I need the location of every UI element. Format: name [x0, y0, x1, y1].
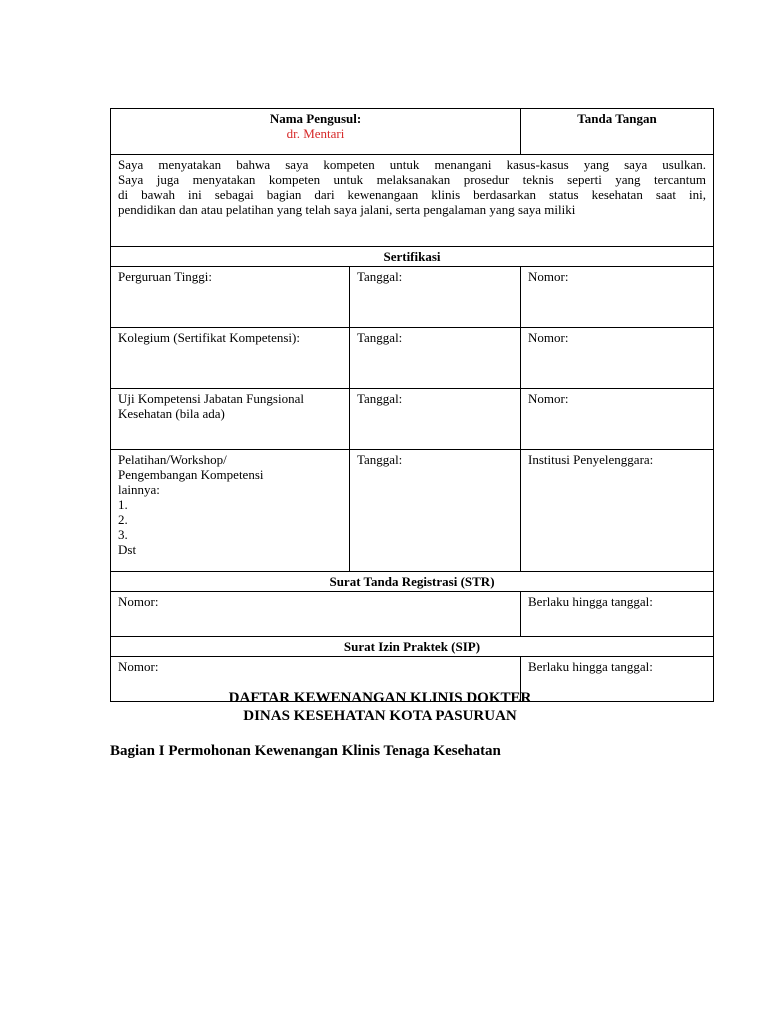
list-item: 3. — [118, 527, 128, 542]
tanda-tangan-label: Tanda Tangan — [577, 111, 657, 126]
field-label: Berlaku hingga tanggal: — [528, 659, 653, 674]
clinical-privilege-form — [110, 108, 714, 702]
statement-line: Saya menyatakan bahwa saya kompeten untuk menangani kasus-kasus yang saya usulkan. — [118, 157, 706, 172]
statement-cell — [111, 155, 714, 247]
tanggal-field[interactable] — [350, 450, 521, 572]
field-label: Pengembangan Kompetensi — [118, 467, 264, 482]
list-item: 2. — [118, 512, 128, 527]
nama-pengusul-cell — [111, 109, 521, 155]
sertifikasi-heading: Sertifikasi — [111, 247, 714, 267]
title-line-2: DINAS KESEHATAN KOTA PASURUAN — [243, 708, 517, 724]
section-heading: Bagian I Permohonan Kewenangan Klinis Tenaga Kesehatan — [110, 743, 501, 759]
tanggal-field[interactable] — [350, 267, 521, 328]
tanggal-field[interactable] — [350, 389, 521, 450]
statement-line: Saya juga menyatakan kompeten untuk melaksanakan prosedur teknis seperti yang tercantum — [118, 172, 706, 187]
list-item: Dst — [118, 542, 137, 557]
field-label: Perguruan Tinggi: — [118, 269, 213, 284]
nama-pengusul-value: dr. Mentari — [286, 126, 345, 141]
perguruan-tinggi-field[interactable] — [111, 267, 350, 328]
sertifikasi-row — [111, 389, 714, 450]
sertifikasi-row — [111, 267, 714, 328]
nama-pengusul-label: Nama Pengusul: — [269, 111, 362, 126]
field-label: Nomor: — [528, 391, 569, 406]
field-label: Nomor: — [118, 594, 159, 609]
kolegium-field[interactable] — [111, 328, 350, 389]
statement-line: pendidikan dan atau pelatihan yang telah saya jalani, serta pengalaman yang saya miliki — [118, 202, 576, 217]
field-label: Institusi Penyelenggara: — [528, 452, 654, 467]
tanggal-field[interactable] — [350, 328, 521, 389]
field-label: Kesehatan (bila ada) — [118, 406, 225, 421]
pelatihan-field[interactable] — [111, 450, 350, 572]
str-berlaku-field[interactable] — [521, 592, 714, 637]
field-label: lainnya: — [118, 482, 160, 497]
field-label: Nomor: — [118, 659, 159, 674]
str-row — [111, 592, 714, 637]
field-label: Nomor: — [528, 269, 569, 284]
nomor-field[interactable] — [521, 267, 714, 328]
sertifikasi-row — [111, 450, 714, 572]
sertifikasi-row — [111, 328, 714, 389]
nomor-field[interactable] — [521, 389, 714, 450]
field-label: Tanggal: — [357, 452, 403, 467]
tanda-tangan-cell — [521, 109, 714, 155]
field-label: Tanggal: — [357, 269, 403, 284]
institusi-penyelenggara-field[interactable] — [521, 450, 714, 572]
document-title — [110, 689, 650, 725]
nomor-field[interactable] — [521, 328, 714, 389]
title-line-1: DAFTAR KEWENANGAN KLINIS DOKTER — [228, 690, 532, 706]
sip-heading: Surat Izin Praktek (SIP) — [111, 637, 714, 657]
field-label: Uji Kompetensi Jabatan Fungsional — [118, 391, 304, 406]
field-label: Nomor: — [528, 330, 569, 345]
field-label: Tanggal: — [357, 391, 403, 406]
field-label: Pelatihan/Workshop/ — [118, 452, 227, 467]
uji-kompetensi-field[interactable] — [111, 389, 350, 450]
str-heading: Surat Tanda Registrasi (STR) — [111, 572, 714, 592]
list-item: 1. — [118, 497, 128, 512]
field-label: Tanggal: — [357, 330, 403, 345]
str-nomor-field[interactable] — [111, 592, 521, 637]
statement-line: di bawah ini sebagai bagian dari kewenangaan klinis berdasarkan status kesehatan saat ini, — [118, 187, 706, 202]
field-label: Kolegium (Sertifikat Kompetensi): — [118, 330, 300, 345]
field-label: Berlaku hingga tanggal: — [528, 594, 653, 609]
